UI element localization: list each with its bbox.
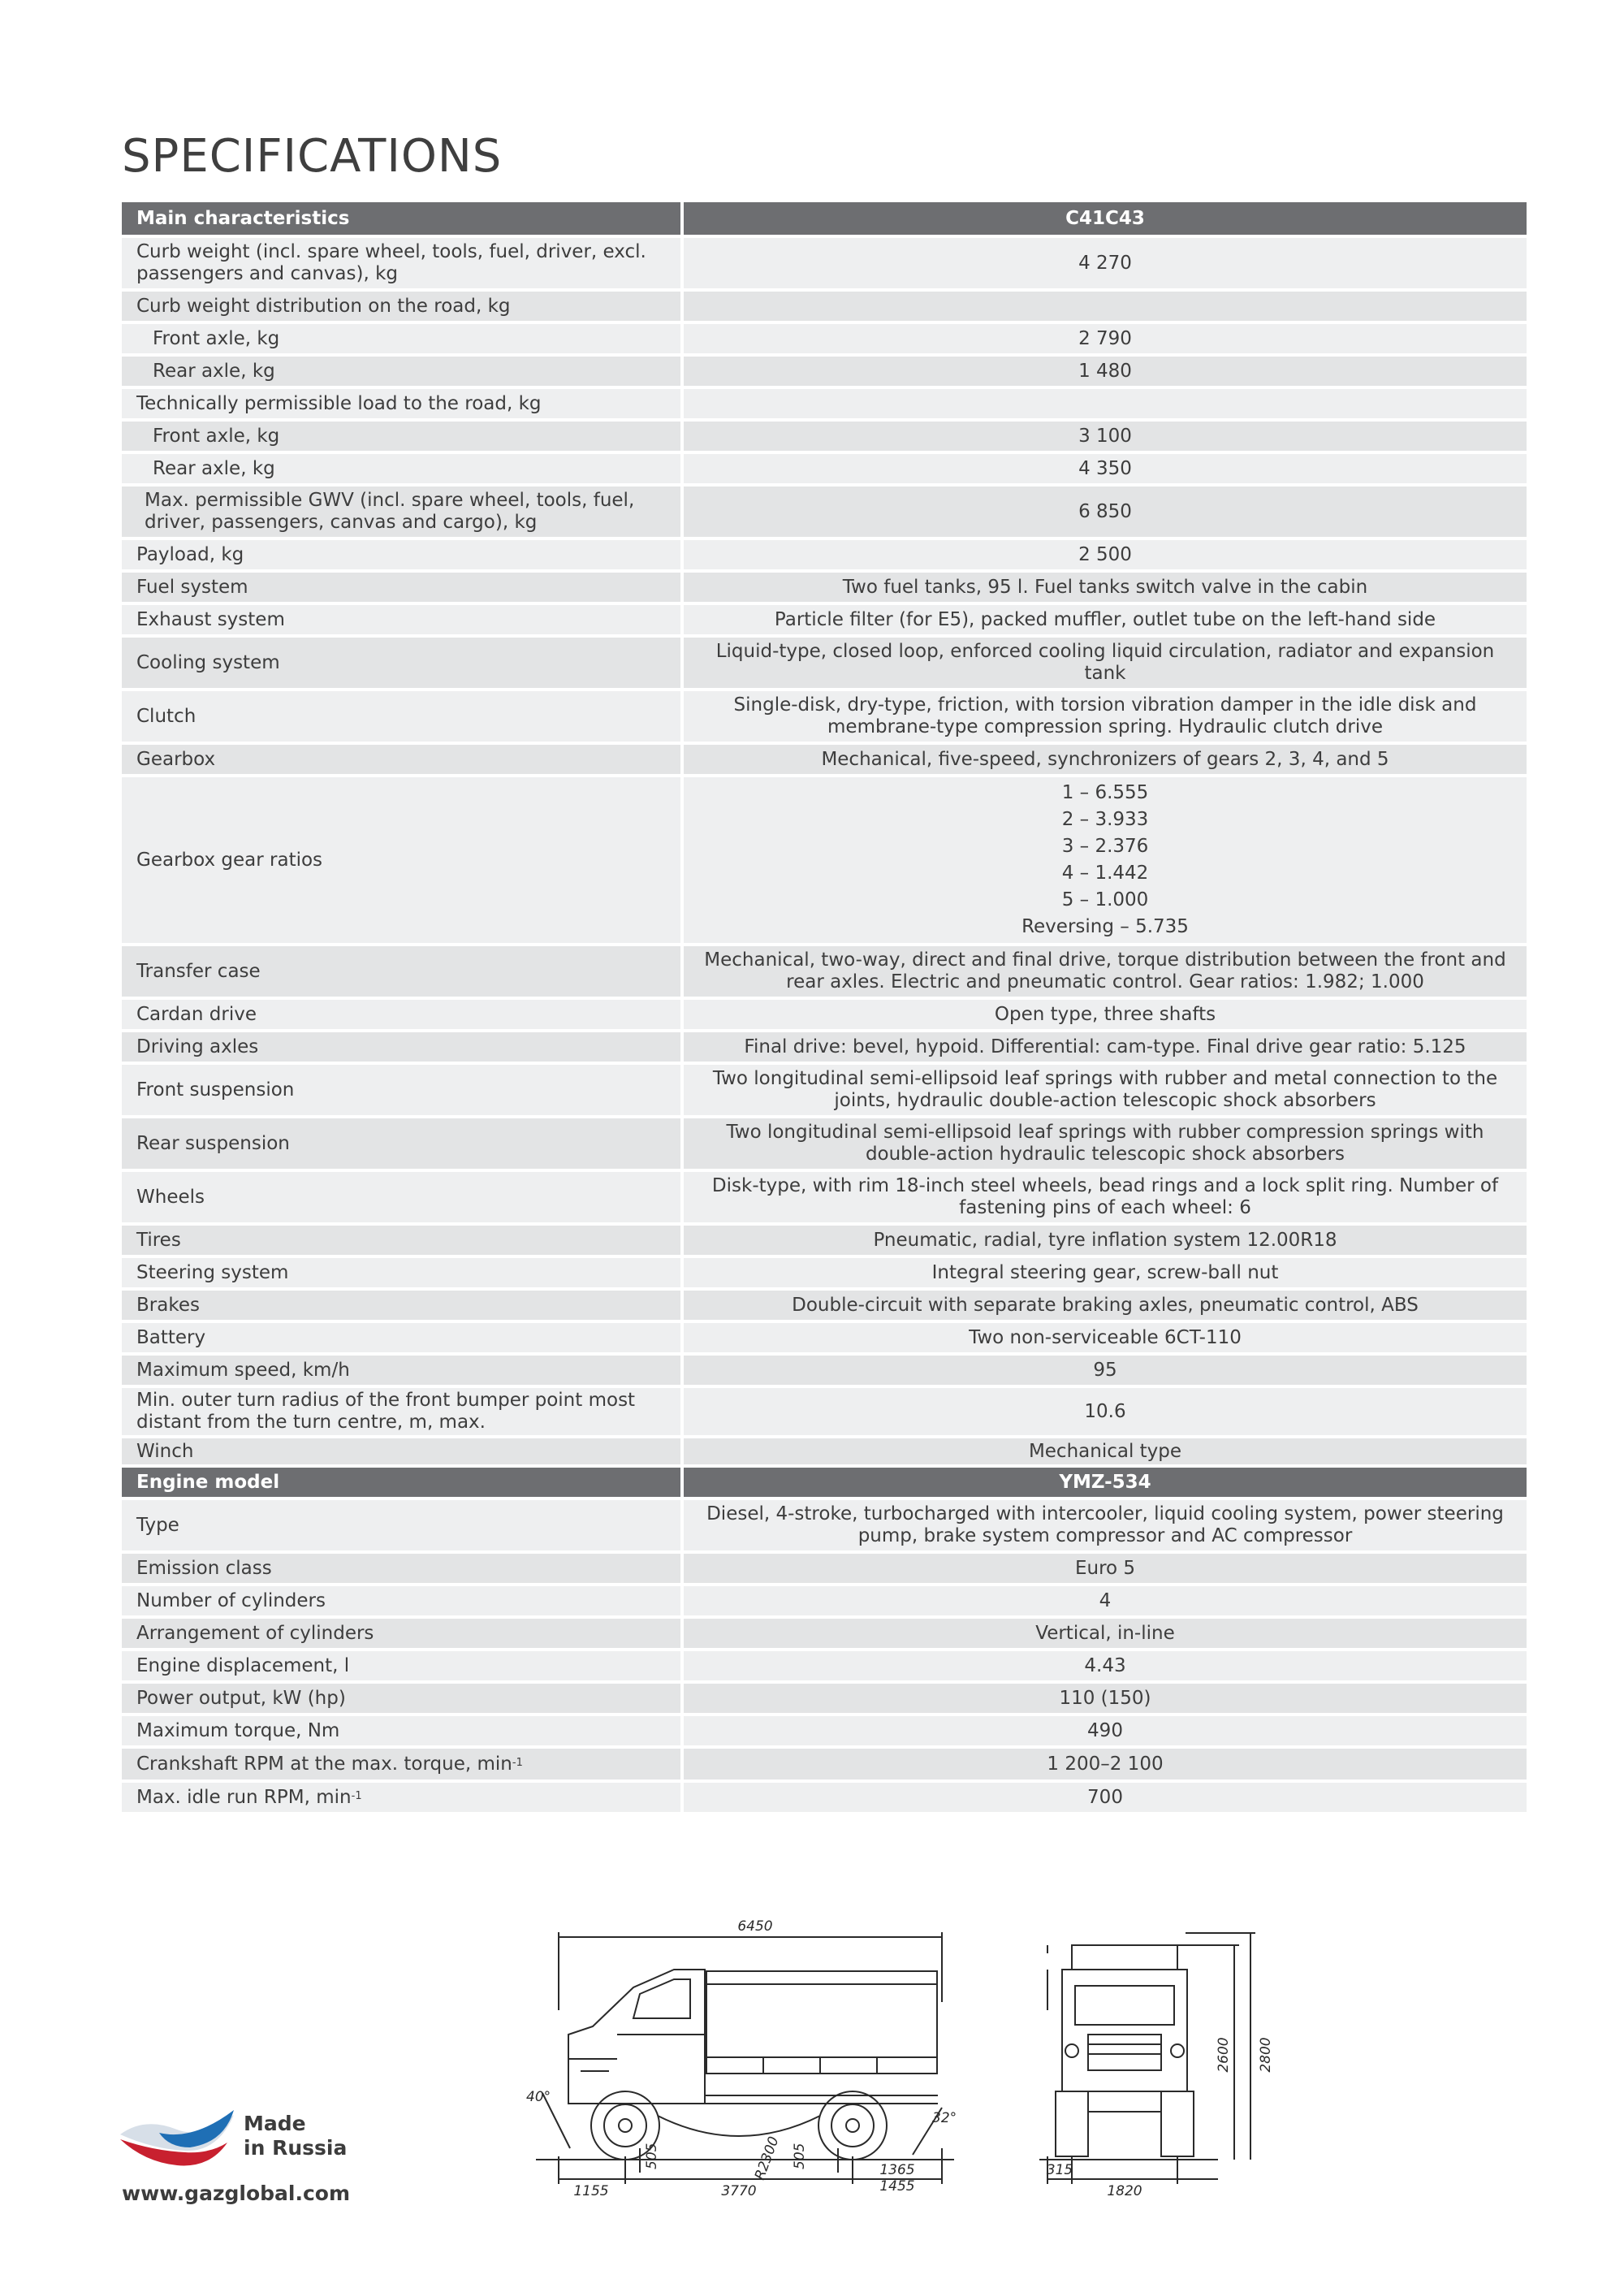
track-offset-label: 315	[1046, 2162, 1073, 2178]
row-value: 3 100	[684, 422, 1527, 451]
row-value: 490	[684, 1716, 1527, 1745]
row-label: Payload, kg	[122, 540, 680, 569]
table-row	[122, 1118, 1527, 1169]
height-a-label: 2600	[1216, 2037, 1232, 2073]
gear-ratio: 4 – 1.442	[1061, 863, 1149, 884]
table-row	[122, 605, 1527, 634]
departure-angle-label: 32°	[932, 2110, 957, 2126]
table-row	[122, 389, 1527, 418]
row-label: Driving axles	[122, 1032, 680, 1062]
table-row	[122, 1291, 1527, 1320]
table-row	[122, 1032, 1527, 1062]
row-value: 10.6	[684, 1388, 1527, 1435]
made-label: Made	[244, 2112, 306, 2135]
table-row	[122, 946, 1527, 997]
made-in-russia-label	[244, 2112, 347, 2160]
row-value: Mechanical, five-speed, synchronizers of gears 2, 3, 4, and 5	[684, 745, 1527, 774]
row-label: Front axle, kg	[122, 422, 680, 451]
row-value: Liquid-type, closed loop, enforced cooling liquid circulation, radiator and expansion tank	[684, 638, 1527, 688]
row-value: Mechanical type	[684, 1438, 1527, 1464]
overall-length-label: 6450	[737, 1918, 773, 1935]
table-row	[122, 1438, 1527, 1464]
row-label: Maximum speed, km/h	[122, 1356, 680, 1385]
header-model: YMZ-534	[684, 1468, 1527, 1497]
row-value: Mechanical, two-way, direct and final drive, torque distribution between the front and rear axles. Electric and pneumatic control. Gear ratios: 1.982; 1.000	[684, 946, 1527, 997]
table-row	[122, 1356, 1527, 1385]
row-label: Min. outer turn radius of the front bumper point most distant from the turn centre, m, max.	[122, 1388, 680, 1435]
gear-ratio: 3 – 2.376	[1061, 836, 1149, 857]
row-value: 2 790	[684, 324, 1527, 353]
table-row	[122, 324, 1527, 353]
table-row	[122, 745, 1527, 774]
height-b-label: 2800	[1258, 2037, 1274, 2073]
row-value: Two longitudinal semi-ellipsoid leaf springs with rubber and metal connection to the joints, hydraulic double-action telescopic shock absorbers	[684, 1065, 1527, 1115]
table-row	[122, 1323, 1527, 1352]
row-value: Two longitudinal semi-ellipsoid leaf springs with rubber compression springs with double-action hydraulic telescopic shock absorbers	[684, 1118, 1527, 1169]
row-value: 4.43	[684, 1651, 1527, 1680]
table-row	[122, 422, 1527, 451]
table-row	[122, 1065, 1527, 1115]
table-row	[122, 1500, 1527, 1550]
table-row	[122, 454, 1527, 483]
table-row	[122, 1388, 1527, 1435]
row-value: 2 500	[684, 540, 1527, 569]
row-label: Rear suspension	[122, 1118, 680, 1169]
unit-superscript: -1	[351, 1789, 362, 1802]
row-value	[684, 389, 1527, 418]
website-link[interactable]: www.gazglobal.com	[122, 2182, 351, 2205]
row-label: Front axle, kg	[122, 324, 680, 353]
row-label: Number of cylinders	[122, 1586, 680, 1615]
table-row	[122, 1783, 1527, 1812]
row-value: Disk-type, with rim 18-inch steel wheels, bead rings and a lock split ring. Number of fastening pins of each wheel: 6	[684, 1172, 1527, 1222]
row-value: 95	[684, 1356, 1527, 1385]
row-value: 4 350	[684, 454, 1527, 483]
table-row	[122, 691, 1527, 742]
row-label: Arrangement of cylinders	[122, 1619, 680, 1648]
row-value: Pneumatic, radial, tyre inflation system 12.00R18	[684, 1226, 1527, 1255]
table-row	[122, 1258, 1527, 1287]
row-label: Transfer case	[122, 946, 680, 997]
row-label: Front suspension	[122, 1065, 680, 1115]
header-label: Engine model	[122, 1468, 680, 1497]
table-row	[122, 1172, 1527, 1222]
row-label: Clutch	[122, 691, 680, 742]
row-value: 6 850	[684, 487, 1527, 537]
row-value: Euro 5	[684, 1554, 1527, 1583]
table-row	[122, 1226, 1527, 1255]
rear-overhang-b-label: 1455	[879, 2178, 915, 2195]
table-row	[122, 638, 1527, 688]
row-value: 1 480	[684, 357, 1527, 386]
row-value: 1 200–2 100	[684, 1749, 1527, 1780]
table-row	[122, 573, 1527, 602]
header-model: C41C43	[684, 202, 1527, 235]
table-row	[122, 357, 1527, 386]
row-label: Exhaust system	[122, 605, 680, 634]
ramp-radius-label: R2300	[751, 2134, 783, 2182]
table-row	[122, 487, 1527, 537]
table-row	[122, 1619, 1527, 1648]
row-label: Rear axle, kg	[122, 357, 680, 386]
row-value: Two non-serviceable 6CT-110	[684, 1323, 1527, 1352]
row-label: Tires	[122, 1226, 680, 1255]
gear-ratio: Reversing – 5.735	[1021, 916, 1189, 937]
row-label: Gearbox	[122, 745, 680, 774]
approach-angle-label: 40°	[526, 2089, 551, 2105]
table-row	[122, 1586, 1527, 1615]
row-value: Particle filter (for E5), packed muffler, outlet tube on the left-hand side	[684, 605, 1527, 634]
ground-clearance-rear-label: 505	[792, 2143, 808, 2169]
row-label	[122, 1783, 680, 1812]
row-label: Curb weight (incl. spare wheel, tools, fuel, driver, excl. passengers and canvas), kg	[122, 238, 680, 288]
rear-overhang-a-label: 1365	[879, 2162, 915, 2178]
page-title: SPECIFICATIONS	[122, 130, 503, 183]
row-label: Type	[122, 1500, 680, 1550]
truck-side-view	[536, 1932, 954, 2184]
row-value: Final drive: bevel, hypoid. Differential: cam-type. Final drive gear ratio: 5.125	[684, 1032, 1527, 1062]
row-value: Integral steering gear, screw-ball nut	[684, 1258, 1527, 1287]
row-value: 700	[684, 1783, 1527, 1812]
row-label: Steering system	[122, 1258, 680, 1287]
table-row	[122, 1000, 1527, 1029]
unit-superscript: -1	[512, 1756, 523, 1769]
table-row	[122, 238, 1527, 288]
gear-ratio: 2 – 3.933	[1061, 809, 1149, 830]
row-value: Two fuel tanks, 95 l. Fuel tanks switch valve in the cabin	[684, 573, 1527, 602]
row-label: Maximum torque, Nm	[122, 1716, 680, 1745]
row-label: Wheels	[122, 1172, 680, 1222]
engine-model-header	[122, 1468, 1527, 1497]
gear-ratio: 1 – 6.555	[1061, 782, 1149, 803]
row-value: Open type, three shafts	[684, 1000, 1527, 1029]
row-label: Power output, kW (hp)	[122, 1684, 680, 1713]
row-label: Cooling system	[122, 638, 680, 688]
row-label-text: Max. idle run RPM, min	[136, 1786, 352, 1808]
table-row	[122, 292, 1527, 321]
table-row	[122, 1554, 1527, 1583]
row-label: Battery	[122, 1323, 680, 1352]
row-label-text: Crankshaft RPM at the max. torque, min	[136, 1753, 512, 1775]
row-label: Max. permissible GWV (incl. spare wheel, tools, fuel, driver, passengers, canvas and cargo), kg	[122, 487, 680, 537]
ground-clearance-front-label: 505	[644, 2143, 660, 2169]
gear-ratios-list	[684, 777, 1527, 943]
row-label: Winch	[122, 1438, 680, 1464]
table-row	[122, 1684, 1527, 1713]
row-label: Curb weight distribution on the road, kg	[122, 292, 680, 321]
row-label: Brakes	[122, 1291, 680, 1320]
main-characteristics-header	[122, 202, 1527, 235]
in-russia-label: in Russia	[244, 2136, 348, 2160]
row-label: Technically permissible load to the road, kg	[122, 389, 680, 418]
front-view-labels	[1047, 2037, 1274, 2199]
row-value: Diesel, 4-stroke, turbocharged with intercooler, liquid cooling system, power steering pump, brake system compressor and AC compressor	[684, 1500, 1527, 1550]
specifications-table	[122, 202, 1527, 1815]
row-value: Vertical, in-line	[684, 1619, 1527, 1648]
row-value: Double-circuit with separate braking axles, pneumatic control, ABS	[684, 1291, 1527, 1320]
gear-ratio: 5 – 1.000	[1061, 889, 1149, 910]
row-label: Fuel system	[122, 573, 680, 602]
table-row	[122, 540, 1527, 569]
row-label: Engine displacement, l	[122, 1651, 680, 1680]
row-label	[122, 1749, 680, 1780]
table-row-gear-ratios	[122, 777, 1527, 943]
row-value: 4	[684, 1586, 1527, 1615]
table-row	[122, 1716, 1527, 1745]
front-overhang-label: 1155	[573, 2183, 609, 2199]
row-label: Emission class	[122, 1554, 680, 1583]
table-row	[122, 1651, 1527, 1680]
row-value: Single-disk, dry-type, friction, with torsion vibration damper in the idle disk and membrane-type compression spring. Hydraulic clutch drive	[684, 691, 1527, 742]
truck-dimension-drawings	[520, 1913, 1348, 2199]
table-row	[122, 1749, 1527, 1780]
row-value	[684, 292, 1527, 321]
wheelbase-label: 3770	[721, 2183, 757, 2199]
header-label: Main characteristics	[122, 202, 680, 235]
row-label: Rear axle, kg	[122, 454, 680, 483]
row-value: 4 270	[684, 238, 1527, 288]
track-width-label: 1820	[1107, 2183, 1142, 2199]
row-label: Gearbox gear ratios	[122, 777, 680, 943]
row-label: Cardan drive	[122, 1000, 680, 1029]
row-value: 110 (150)	[684, 1684, 1527, 1713]
